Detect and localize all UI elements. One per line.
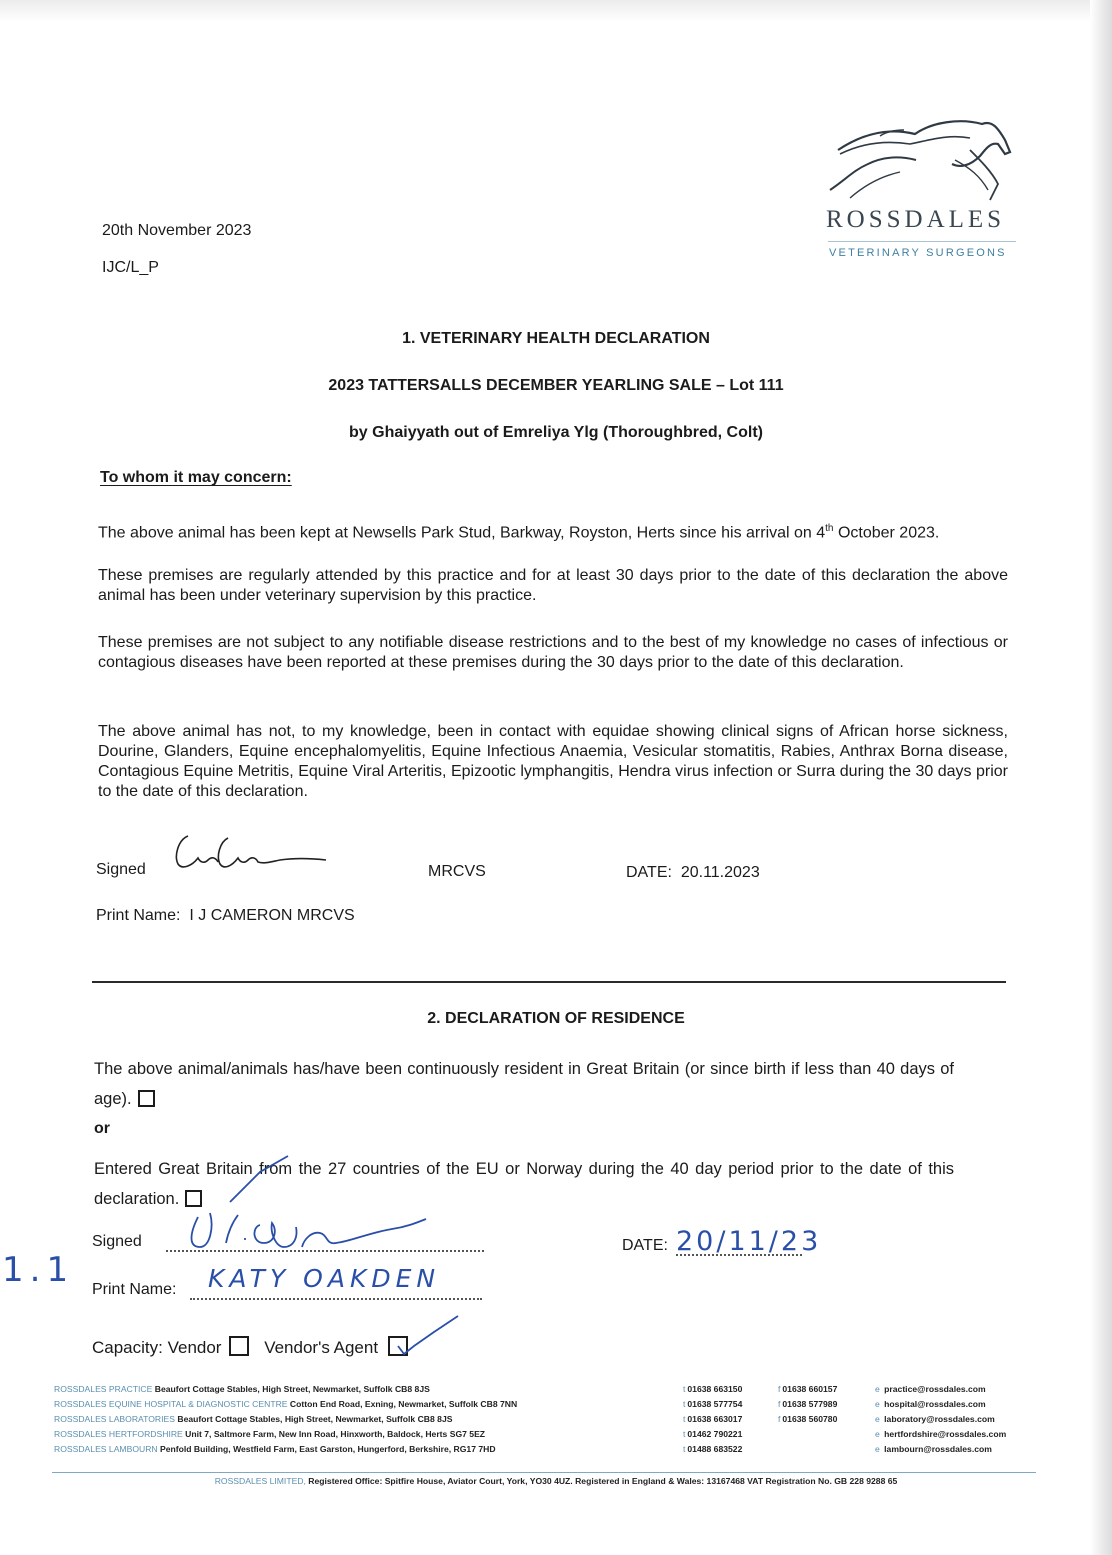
arrival-text-end: October 2023.	[833, 524, 940, 542]
horse-logo-icon	[820, 110, 1020, 205]
section1-title: 1. VETERINARY HEALTH DECLARATION	[402, 330, 710, 347]
logo-title: ROSSDALES	[826, 206, 1006, 233]
fax-hospital: 01638 577989	[782, 1399, 838, 1409]
arrival-superscript: th	[825, 523, 834, 534]
section2-title: 2. DECLARATION OF RESIDENCE	[427, 1010, 685, 1027]
pedigree: by Ghaiyyath out of Emreliya Ylg (Thoroughbred, Colt)	[349, 424, 763, 441]
footer-offices	[54, 1382, 517, 1457]
office-lambourn: ROSSDALES LAMBOURN Penfold Building, Westfield Farm, East Garston, Hungerford, Berkshire, RG17 7HD	[54, 1444, 496, 1454]
office-laboratories: ROSSDALES LABORATORIES Beaufort Cottage Stables, High Street, Newmarket, Suffolk CB8 8JS	[54, 1414, 453, 1424]
email-lambourn[interactable]: lambourn@rossdales.com	[884, 1444, 992, 1454]
mrcvs-label: MRCVS	[428, 863, 486, 880]
phone-hospital: 01638 577754	[687, 1399, 743, 1409]
office-hertfordshire: ROSSDALES HERTFORDSHIRE Unit 7, Saltmore Farm, New Inn Road, Hinxworth, Baldock, Herts SG7 5EZ	[54, 1429, 486, 1439]
office-hospital: ROSSDALES EQUINE HOSPITAL & DIAGNOSTIC CENTRE Cotton End Road, Exning, Newmarket, Suffolk CB8 7NN	[54, 1399, 518, 1409]
footer-faxes: f 01638 660157 f 01638 577989 f 01638 560780	[778, 1384, 838, 1424]
signed-label-2: Signed	[92, 1233, 142, 1250]
print-name-1	[96, 906, 355, 926]
capacity-vendor-label: Capacity: Vendor	[92, 1338, 222, 1357]
signed-label-1: Signed	[96, 861, 146, 878]
handwritten-print-name: KATY OAKDEN	[208, 1264, 441, 1293]
email-hospital[interactable]: hospital@rossdales.com	[884, 1399, 986, 1409]
salutation-text: To whom it may concern:	[100, 469, 292, 486]
print-name-label-2: Print Name:	[92, 1281, 177, 1298]
phone-lambourn: 01488 683522	[687, 1444, 743, 1454]
sale-title: 2023 TATTERSALLS DECEMBER YEARLING SALE – Lot 111	[328, 377, 784, 394]
phone-laboratories: 01638 663017	[687, 1414, 743, 1424]
page-edge-shadow	[1090, 0, 1112, 1555]
email-practice[interactable]: practice@rossdales.com	[884, 1384, 986, 1394]
section1-date	[626, 863, 760, 883]
phone-practice: 01638 663150	[687, 1384, 743, 1394]
capacity-row	[92, 1336, 408, 1359]
paragraph-supervision: These premises are regularly attended by this practice and for at least 30 days prior to the date of this declaration the above animal has been under veterinary supervision by this practice.	[98, 567, 1008, 604]
salutation	[100, 468, 292, 488]
fax-laboratories: 01638 560780	[782, 1414, 838, 1424]
logo-subtitle: VETERINARY SURGEONS	[829, 247, 1007, 259]
arrival-text: The above animal has been kept at Newsells Park Stud, Barkway, Royston, Herts since his arrival on 4	[98, 524, 826, 542]
logo-divider	[828, 241, 1016, 242]
letter-reference: IJC/L_P	[102, 259, 159, 276]
office-practice: ROSSDALES PRACTICE Beaufort Cottage Stables, High Street, Newmarket, Suffolk CB8 8JS	[54, 1384, 430, 1394]
footer-divider	[52, 1472, 1036, 1473]
letter-date: 20th November 2023	[102, 222, 252, 239]
print-name-value-1: I J CAMERON MRCVS	[189, 907, 355, 924]
handwritten-date: 20/11/23	[676, 1226, 822, 1257]
section-divider	[92, 981, 1006, 983]
vendor-checkbox[interactable]	[229, 1336, 249, 1356]
vet-signature	[170, 828, 330, 878]
agent-check-mark	[394, 1312, 464, 1362]
fax-practice: 01638 660157	[782, 1384, 838, 1394]
margin-note: 1.1	[2, 1250, 75, 1290]
email-hertfordshire[interactable]: hertfordshire@rossdales.com	[884, 1429, 1007, 1439]
vendor-agent-label: Vendor's Agent	[264, 1338, 379, 1357]
date-value-1: 20.11.2023	[680, 864, 760, 881]
footer-emails: e practice@rossdales.com e hospital@rossdales.com e laboratory@rossdales.com e hertfordshire@rossdales.com e lambourn@rossdales.com	[875, 1384, 1007, 1454]
date-label-1: DATE:	[626, 864, 672, 881]
or-label: or	[94, 1120, 110, 1137]
paragraph-arrival	[98, 519, 939, 543]
footer-phones: t 01638 663150 t 01638 577754 t 01638 663017 t 01462 790221 t 01488 683522	[683, 1384, 743, 1454]
paragraph-restrictions: These premises are not subject to any notifiable disease restrictions and to the best of my knowledge no cases of infectious or contagious diseases have been reported at these premises during the 30 days prior to the date of this declaration.	[98, 634, 1008, 671]
print-name-label-1: Print Name:	[96, 907, 181, 924]
residence-option-1	[94, 1054, 954, 1114]
option2-check-mark	[200, 1150, 300, 1210]
page-edge-top	[0, 0, 1112, 22]
option1-text: The above animal/animals has/have been continuously resident in Great Britain (or since birth if less than 40 days of age).	[94, 1060, 954, 1108]
vendor-signature	[180, 1203, 440, 1259]
phone-hertfordshire: 01462 790221	[687, 1429, 743, 1439]
date-label-2: DATE:	[622, 1237, 668, 1254]
option1-checkbox[interactable]	[138, 1090, 155, 1107]
email-laboratories[interactable]: laboratory@rossdales.com	[884, 1414, 995, 1424]
registered-office: ROSSDALES LIMITED, Registered Office: Spitfire House, Aviator Court, York, YO30 4UZ. Registered in England & Wales: 13167468 VAT Registration No. GB 228 9288 65	[214, 1476, 898, 1486]
option2-text: Entered Great Britain from the 27 countries of the EU or Norway during the 40 day period prior to the date of this declaration.	[94, 1160, 954, 1208]
paragraph-diseases: The above animal has not, to my knowledge, been in contact with equidae showing clinical signs of African horse sickness, Dourine, Glanders, Equine encephalomyelitis, Equine Infectious Anaemia, Vesicular stomatitis, Rabies, Anthrax Borna disease, Contagious Equine Metritis, Equine Viral Arteritis, Epizootic lymphangitis, Hendra virus infection or Surra during the 30 days prior to the date of this declaration.	[98, 723, 1008, 800]
